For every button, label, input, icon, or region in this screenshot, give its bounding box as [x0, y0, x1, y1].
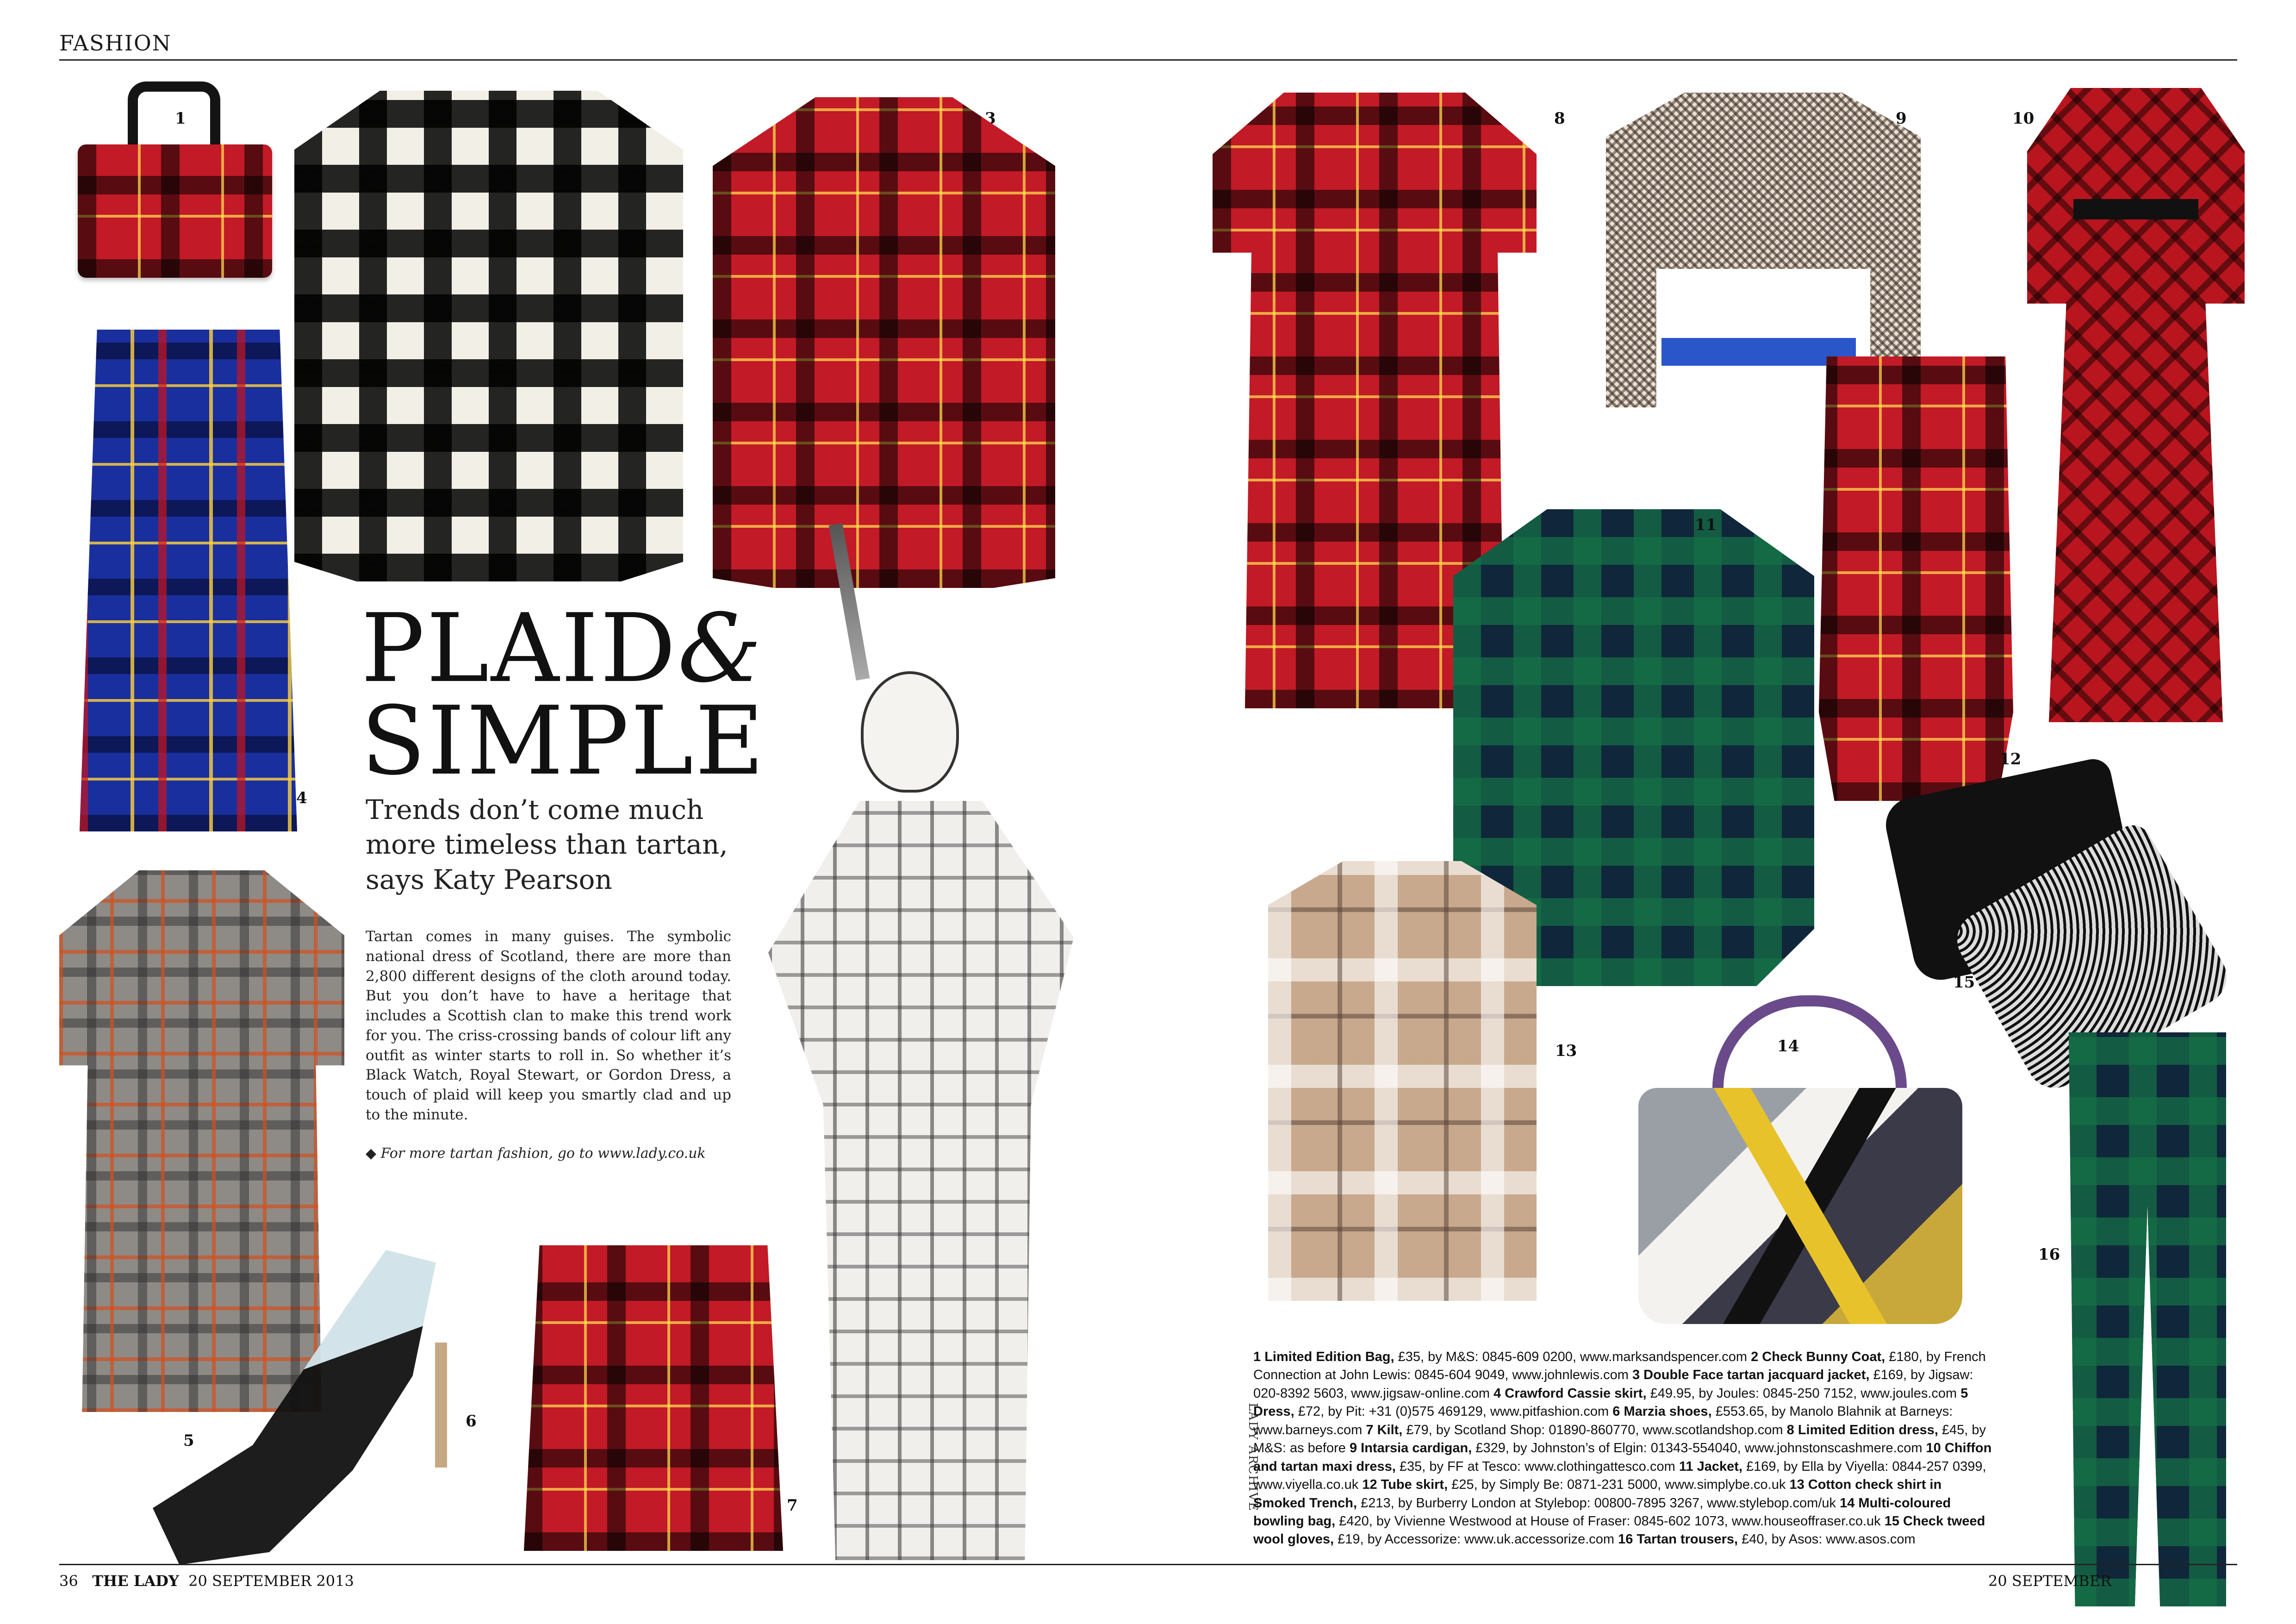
title-word-plaid: PLAID	[361, 594, 678, 704]
credit-8: 8 Limited Edition dress, £45, by M&S: as before	[1253, 1422, 1986, 1456]
title-ampersand: &	[678, 594, 764, 704]
page-title-line-2: SIMPLE	[361, 687, 766, 796]
maxi-dress	[2027, 88, 2245, 722]
item-number-16: 16	[2038, 1245, 2060, 1264]
credit-11: 11 Jacket, £169, by Ella by Viyella: 0844-257 0399, www.viyella.co.uk	[1253, 1459, 1986, 1493]
credit-2: 2 Check Bunny Coat, £180, by French Connection at John Lewis: 0845-604 9049, www.johnlewis.com	[1253, 1349, 1986, 1383]
credit-13: 13 Cotton check shirt in Smoked Trench, £213, by Burberry London at Stylebop: 00800-7895 3267, www.stylebop.com/uk	[1253, 1477, 1942, 1511]
tartan-bag	[78, 144, 272, 278]
magazine-name: THE LADY	[92, 1572, 179, 1590]
item-number-4: 4	[296, 789, 307, 807]
page-number: 36	[59, 1572, 78, 1590]
item-number-15: 15	[1953, 973, 1975, 992]
credit-6: 6 Marzia shoes, £553.65, by Manolo Blahnik at Barneys: www.barneys.com	[1253, 1404, 1953, 1437]
body-copy: Tartan comes in many guises. The symbolic national dress of Scotland, there are more than 2,800 different designs of the cloth around today. But you don’t have to have a heritage that includes a Scottish clan to make this trend work for you. The criss-crossing bands of colour lift any outfit as winter starts to roll in. So whether it’s Black Watch, Royal Stewart, or Gordon Dress, a touch of plaid will keep you smartly clad and up to the minute.	[366, 928, 731, 1123]
item-number-1: 1	[175, 109, 186, 128]
product-credits	[1253, 1348, 1994, 1549]
page-title-line-1	[361, 594, 764, 704]
bag-handle	[128, 81, 220, 146]
credit-3: 3 Double Face tartan jacquard jacket, £169, by Jigsaw: 020-8392 5603, www.jigsaw-online.com	[1253, 1368, 1973, 1401]
issue-date-right: 20 SEPTEMBER	[1988, 1572, 2112, 1590]
credit-14: 14 Multi-coloured bowling bag, £420, by Vivienne Westwood at House of Fraser: 0845-602 1073, www.houseoffraser.co.uk	[1253, 1495, 1951, 1529]
credit-15: 15 Check tweed wool gloves, £19, by Accessorize: www.uk.accessorize.com	[1253, 1513, 1985, 1547]
photo-credit: LADY ARCHIVE	[1246, 1403, 1260, 1512]
shoe-heel	[435, 1343, 447, 1468]
item-number-10: 10	[2012, 109, 2035, 128]
archive-illustration	[759, 523, 1166, 1565]
header-rule	[59, 59, 2237, 61]
credit-12: 12 Tube skirt, £25, by Simply Be: 0871-231 5000, www.simplybe.co.uk	[1362, 1477, 1786, 1493]
credit-7: 7 Kilt, £79, by Scotland Shop: 01890-860770, www.scotlandshop.com	[1366, 1422, 1783, 1437]
more-link[interactable]: ◆ For more tartan fashion, go to www.lady.co.uk	[366, 1145, 706, 1162]
item-number-5: 5	[183, 1431, 194, 1450]
credit-9: 9 Intarsia cardigan, £329, by Johnston’s of Elgin: 01343-554040, www.johnstonscashmere.com	[1349, 1441, 1923, 1456]
item-number-8: 8	[1554, 109, 1565, 128]
tartan-trousers	[2069, 1032, 2226, 1606]
credit-1: 1 Limited Edition Bag, £35, by M&S: 0845-609 0200, www.marksandspencer.com	[1253, 1349, 1748, 1364]
check-shirt	[1268, 861, 1537, 1301]
item-number-3: 3	[985, 109, 996, 128]
credit-16: 16 Tartan trousers, £40, by Asos: www.asos.com	[1618, 1532, 1916, 1547]
item-number-9: 9	[1896, 109, 1907, 128]
tube-skirt	[1819, 356, 2013, 801]
grey-tartan-dress	[59, 870, 344, 1412]
item-number-13: 13	[1555, 1042, 1577, 1060]
issue-date-left: 20 SEPTEMBER 2013	[188, 1572, 354, 1590]
bowling-bag	[1638, 1088, 1962, 1324]
item-number-12: 12	[1999, 750, 2022, 768]
red-tartan-jacket	[713, 97, 1055, 588]
item-number-11: 11	[1695, 516, 1717, 534]
footer-rule	[59, 1564, 2237, 1565]
maxi-dress-waistband	[2073, 199, 2198, 219]
sketch-head	[861, 671, 959, 793]
section-label: FASHION	[59, 31, 172, 56]
item-number-6: 6	[466, 1412, 477, 1430]
item-number-14: 14	[1777, 1037, 1799, 1056]
item-number-7: 7	[787, 1496, 798, 1515]
red-kilt	[524, 1245, 783, 1551]
sketch-feather	[829, 523, 870, 681]
tartan-skirt	[80, 330, 297, 831]
credit-10: 10 Chiffon and tartan maxi dress, £35, by FF at Tesco: www.clothingattesco.com	[1253, 1441, 1992, 1474]
check-coat	[294, 91, 683, 581]
credit-4: 4 Crawford Cassie skirt, £49.95, by Joules: 0845-250 7152, www.joules.com	[1493, 1386, 1957, 1401]
footer-left	[59, 1572, 354, 1590]
credit-5: 5 Dress, £72, by Pit: +31 (0)575 469129, www.pitfashion.com	[1253, 1386, 1968, 1419]
sketch-suit	[768, 801, 1074, 1560]
standfirst: Trends don’t come much more timeless than tartan, says Katy Pearson	[366, 794, 728, 895]
